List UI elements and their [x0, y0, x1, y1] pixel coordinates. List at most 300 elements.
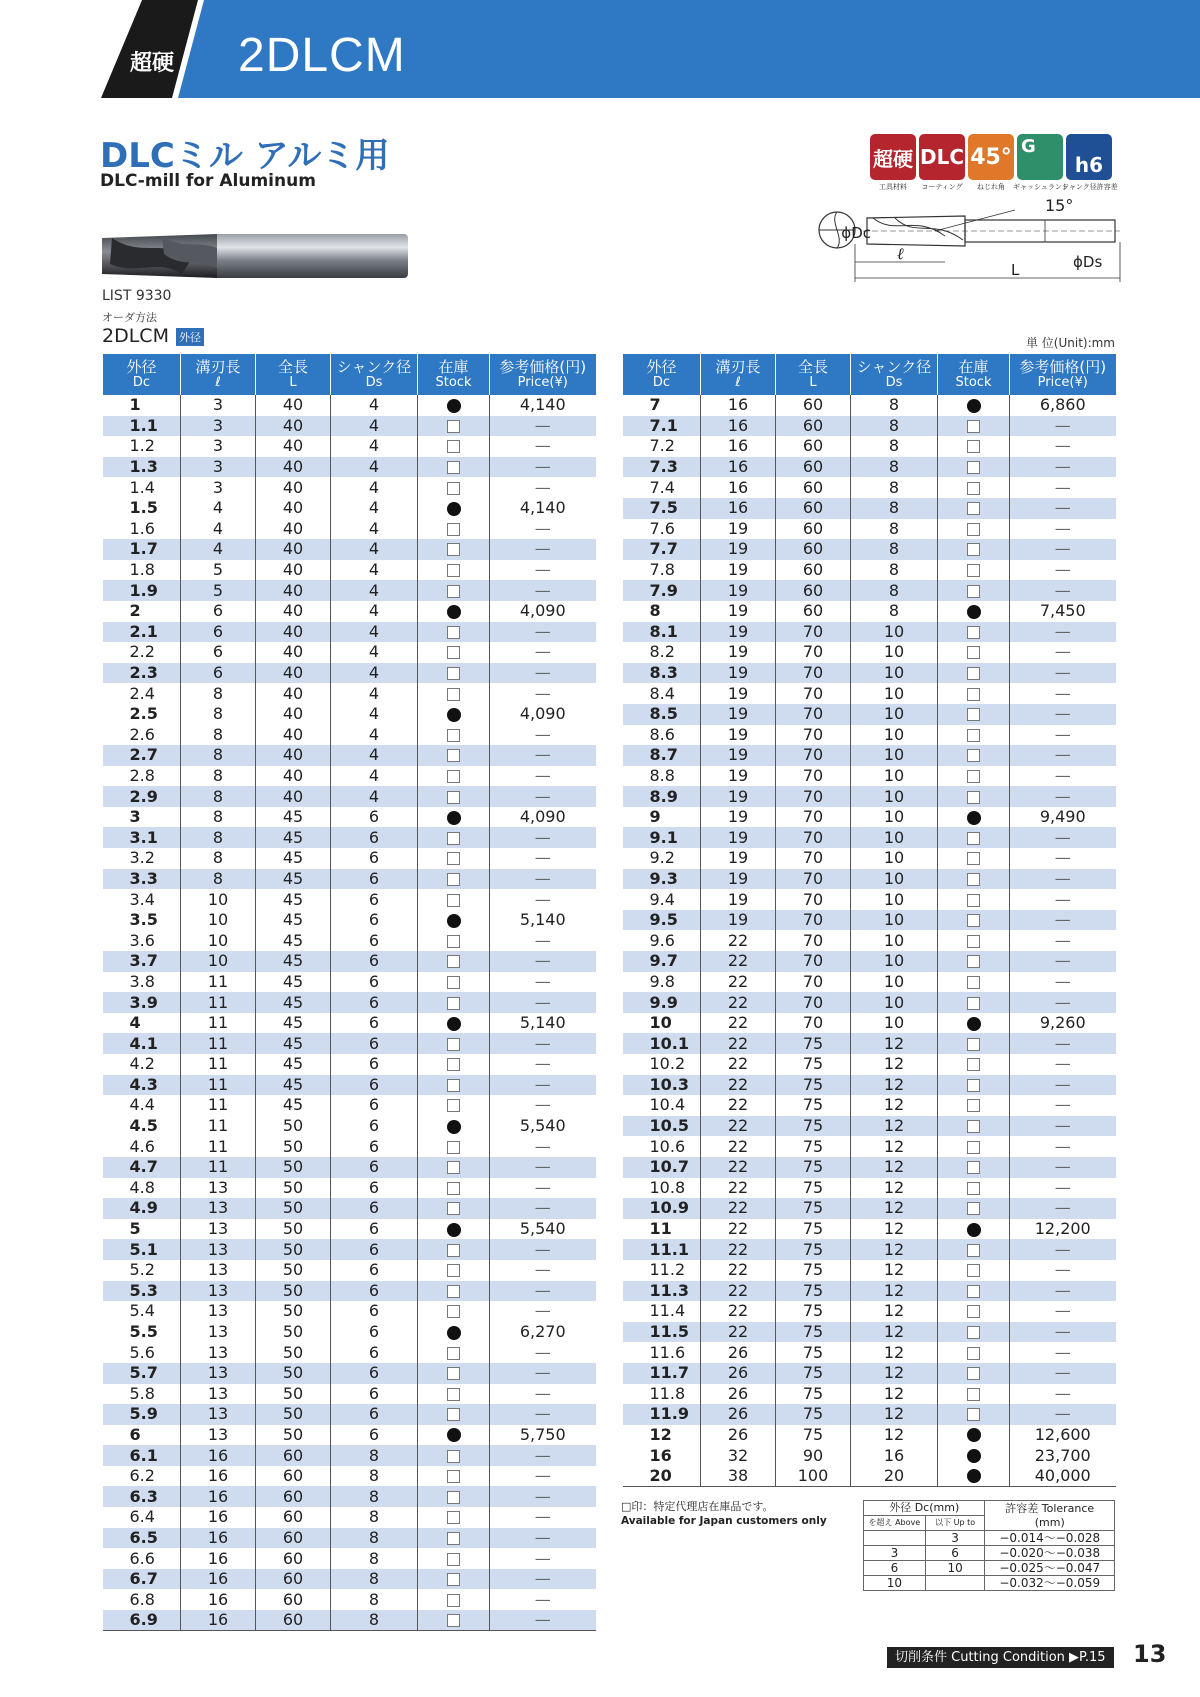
- shank-cell: 12: [851, 1425, 938, 1446]
- table-row: [103, 539, 596, 560]
- overall-length-cell: 75: [776, 1054, 851, 1075]
- stock-cell: [418, 869, 490, 890]
- overall-length-cell: 75: [776, 1342, 851, 1363]
- cutting-condition-link[interactable]: 切削条件 Cutting Condition ▶P.15: [887, 1647, 1114, 1668]
- shank-cell: 6: [331, 951, 418, 972]
- flute-length-cell: 3: [181, 457, 256, 478]
- in-stock-icon: [447, 1326, 461, 1340]
- flute-length-cell: 22: [701, 1281, 776, 1302]
- agent-stock-icon: [447, 1532, 460, 1545]
- badge-caption: コーティング: [921, 183, 963, 191]
- column-header-en: Price(¥): [1037, 374, 1088, 390]
- price-cell: —: [490, 1507, 596, 1528]
- price-cell: —: [490, 1486, 596, 1507]
- table-row: [103, 601, 596, 622]
- table-row: [623, 972, 1116, 993]
- overall-length-cell: 50: [256, 1219, 331, 1240]
- stock-cell: [418, 1178, 490, 1199]
- stock-cell: [418, 704, 490, 725]
- overall-length-cell: 70: [776, 786, 851, 807]
- table-row: [623, 786, 1116, 807]
- price-cell: —: [490, 539, 596, 560]
- column-header-en: Dc: [132, 374, 151, 390]
- overall-length-cell: 60: [256, 1528, 331, 1549]
- shank-cell: 10: [851, 869, 938, 890]
- overall-length-cell: 75: [776, 1157, 851, 1178]
- order-code: 2DLCM: [102, 325, 169, 347]
- dc-cell: 3.2: [129, 848, 155, 868]
- overall-length-cell: 75: [776, 1281, 851, 1302]
- table-row: [103, 395, 596, 416]
- stock-cell: [938, 1363, 1010, 1384]
- agent-stock-icon: [967, 1285, 980, 1298]
- table-row: [103, 807, 596, 828]
- overall-length-cell: 40: [256, 745, 331, 766]
- agent-stock-icon: [447, 688, 460, 701]
- table-row: [103, 1445, 596, 1466]
- stock-cell: [418, 622, 490, 643]
- column-header-jp: 在庫: [438, 357, 469, 376]
- overall-length-cell: 75: [776, 1404, 851, 1425]
- dc-cell: 5.2: [129, 1260, 155, 1280]
- flute-length-cell: 11: [181, 1095, 256, 1116]
- overall-length-cell: 60: [776, 498, 851, 519]
- column-header-en: L: [289, 374, 297, 390]
- table-row: [103, 1281, 596, 1302]
- stock-cell: [418, 1610, 490, 1631]
- shank-cell: 4: [331, 725, 418, 746]
- stock-cell: [938, 436, 1010, 457]
- shank-cell: 4: [331, 498, 418, 519]
- agent-stock-icon: [447, 1161, 460, 1174]
- flute-length-cell: 10: [181, 889, 256, 910]
- dc-cell: 11.7: [623, 1363, 701, 1384]
- flute-length-cell: 16: [701, 498, 776, 519]
- column-header-jp: 参考価格(円): [499, 357, 587, 376]
- shank-cell: 6: [331, 1384, 418, 1405]
- flute-length-cell: 22: [701, 1075, 776, 1096]
- price-cell: —: [1010, 539, 1116, 560]
- stock-cell: [938, 1219, 1010, 1240]
- shank-cell: 10: [851, 848, 938, 869]
- flute-length-cell: 6: [181, 601, 256, 622]
- table-row: [623, 869, 1116, 890]
- table-row: [623, 1466, 1116, 1487]
- shank-cell: 6: [331, 1239, 418, 1260]
- dc-cell: 4.6: [129, 1136, 155, 1156]
- stock-cell: [938, 416, 1010, 437]
- overall-length-cell: 45: [256, 1033, 331, 1054]
- price-cell: —: [1010, 1033, 1116, 1054]
- agent-stock-icon: [967, 791, 980, 804]
- agent-stock-icon: [967, 770, 980, 783]
- price-cell: 4,090: [490, 704, 596, 725]
- overall-length-cell: 40: [256, 395, 331, 416]
- table-row: [623, 1239, 1116, 1260]
- table-row: [623, 416, 1116, 437]
- in-stock-icon: [447, 1017, 461, 1031]
- page-title: DLCミル アルミ用: [100, 136, 390, 176]
- price-cell: —: [490, 766, 596, 787]
- flute-length-cell: 22: [701, 1095, 776, 1116]
- price-cell: —: [490, 930, 596, 951]
- agent-stock-icon: [447, 1285, 460, 1298]
- agent-stock-icon: [447, 1099, 460, 1112]
- flute-length-cell: 26: [701, 1342, 776, 1363]
- stock-cell: [938, 1239, 1010, 1260]
- shank-cell: 12: [851, 1404, 938, 1425]
- overall-length-cell: 50: [256, 1301, 331, 1322]
- flute-length-cell: 10: [181, 951, 256, 972]
- page-subtitle: DLC-mill for Aluminum: [100, 171, 316, 191]
- shank-cell: 4: [331, 539, 418, 560]
- table-row: [623, 436, 1116, 457]
- price-cell: —: [1010, 1116, 1116, 1137]
- table-row: [623, 1404, 1116, 1425]
- price-cell: —: [1010, 1198, 1116, 1219]
- agent-stock-icon: [447, 1594, 460, 1607]
- overall-length-cell: 45: [256, 951, 331, 972]
- flute-length-cell: 16: [181, 1569, 256, 1590]
- badge-caption: ギャッシュランド: [1013, 183, 1069, 191]
- stock-cell: [418, 395, 490, 416]
- table-row: [103, 477, 596, 498]
- overall-length-cell: 60: [256, 1466, 331, 1487]
- shank-cell: 6: [331, 1075, 418, 1096]
- column-header-jp: シャンク径: [856, 357, 932, 376]
- shank-cell: 6: [331, 1260, 418, 1281]
- price-cell: —: [490, 889, 596, 910]
- table-row: [623, 622, 1116, 643]
- flute-length-cell: 19: [701, 519, 776, 540]
- in-stock-icon: [967, 1017, 981, 1031]
- flute-length-cell: 19: [701, 766, 776, 787]
- table-row: [103, 457, 596, 478]
- agent-stock-icon: [967, 1079, 980, 1092]
- overall-length-cell: 70: [776, 869, 851, 890]
- overall-length-cell: 40: [256, 704, 331, 725]
- stock-cell: [418, 1528, 490, 1549]
- agent-stock-icon: [447, 1079, 460, 1092]
- stock-cell: [418, 1075, 490, 1096]
- flute-length-cell: 19: [701, 786, 776, 807]
- price-cell: —: [490, 519, 596, 540]
- dc-label: ϕDc: [841, 224, 871, 242]
- spec-table-left: [102, 354, 596, 1631]
- flute-length-cell: 16: [701, 395, 776, 416]
- price-cell: —: [1010, 1342, 1116, 1363]
- flute-length-cell: 8: [181, 807, 256, 828]
- overall-length-cell: 70: [776, 807, 851, 828]
- table-row: [623, 477, 1116, 498]
- agent-stock-icon: [967, 1182, 980, 1195]
- price-cell: —: [1010, 745, 1116, 766]
- stock-cell: [938, 1033, 1010, 1054]
- dc-cell: 2.8: [129, 765, 155, 785]
- table-row: [623, 1322, 1116, 1343]
- flute-length-cell: 19: [701, 539, 776, 560]
- price-cell: 4,140: [490, 395, 596, 416]
- shank-cell: 6: [331, 1157, 418, 1178]
- stock-cell: [938, 972, 1010, 993]
- dc-cell: 10.4: [649, 1095, 686, 1115]
- overall-length-cell: 40: [256, 725, 331, 746]
- dc-cell: 6.4: [129, 1507, 155, 1527]
- dc-cell: 10.1: [623, 1033, 701, 1054]
- shank-cell: 10: [851, 683, 938, 704]
- flute-length-cell: 22: [701, 1178, 776, 1199]
- dc-cell: 4.7: [103, 1157, 181, 1178]
- flute-length-cell: 13: [181, 1404, 256, 1425]
- overall-length-cell: 75: [776, 1239, 851, 1260]
- table-row: [623, 1425, 1116, 1446]
- table-row: [623, 1260, 1116, 1281]
- table-row: [623, 683, 1116, 704]
- table-row: [623, 1033, 1116, 1054]
- dc-cell: 2.9: [103, 786, 181, 807]
- shank-cell: 12: [851, 1075, 938, 1096]
- price-cell: —: [490, 1178, 596, 1199]
- column-header: [623, 354, 701, 395]
- flute-length-cell: 19: [701, 663, 776, 684]
- table-row: [103, 972, 596, 993]
- in-stock-icon: [447, 708, 461, 722]
- overall-length-cell: 75: [776, 1384, 851, 1405]
- flute-length-cell: 22: [701, 951, 776, 972]
- price-cell: 7,450: [1010, 601, 1116, 622]
- dc-cell: 6.1: [103, 1445, 181, 1466]
- dc-cell: 10.6: [649, 1136, 686, 1156]
- flute-length-cell: 16: [701, 436, 776, 457]
- dc-cell: 6.3: [103, 1486, 181, 1507]
- stock-cell: [418, 1301, 490, 1322]
- agent-stock-icon: [967, 1264, 980, 1277]
- dc-cell: 1.7: [103, 539, 181, 560]
- shank-cell: 10: [851, 704, 938, 725]
- overall-length-cell: 45: [256, 848, 331, 869]
- stock-cell: [418, 519, 490, 540]
- table-row: [103, 1528, 596, 1549]
- dc-cell: 9.4: [649, 889, 675, 909]
- dc-cell: 5.3: [103, 1281, 181, 1302]
- column-header: [938, 354, 1010, 395]
- dc-cell: 11.5: [623, 1322, 701, 1343]
- flute-length-cell: 19: [701, 683, 776, 704]
- overall-length-cell: 45: [256, 1095, 331, 1116]
- overall-length-cell: 50: [256, 1425, 331, 1446]
- dc-cell: 11.6: [649, 1342, 686, 1362]
- in-stock-icon: [967, 1428, 981, 1442]
- price-cell: —: [490, 1281, 596, 1302]
- agent-stock-icon: [447, 1367, 460, 1380]
- overall-length-cell: 60: [776, 436, 851, 457]
- dc-cell: 5.8: [129, 1383, 155, 1403]
- stock-cell: [418, 560, 490, 581]
- price-cell: —: [1010, 477, 1116, 498]
- price-cell: 5,140: [490, 910, 596, 931]
- dc-cell: 5.7: [103, 1363, 181, 1384]
- overall-length-cell: 60: [776, 519, 851, 540]
- overall-length-cell: 75: [776, 1095, 851, 1116]
- flute-length-cell: 19: [701, 807, 776, 828]
- agent-stock-icon: [447, 1182, 460, 1195]
- dc-cell: 10.7: [623, 1157, 701, 1178]
- shank-cell: 10: [851, 827, 938, 848]
- in-stock-icon: [447, 1428, 461, 1442]
- table-row: [103, 848, 596, 869]
- overall-length-cell: 40: [256, 498, 331, 519]
- stock-cell: [938, 539, 1010, 560]
- agent-stock-icon: [967, 749, 980, 762]
- shank-cell: 12: [851, 1033, 938, 1054]
- table-row: [103, 1095, 596, 1116]
- table-row: [103, 663, 596, 684]
- flute-length-cell: 5: [181, 580, 256, 601]
- column-header-en: Stock: [955, 374, 992, 390]
- agent-stock-icon: [447, 1264, 460, 1277]
- flute-length-cell: 4: [181, 498, 256, 519]
- price-cell: —: [1010, 889, 1116, 910]
- table-header-row: [623, 354, 1116, 395]
- flute-length-cell: 11: [181, 1136, 256, 1157]
- overall-length-cell: 45: [256, 869, 331, 890]
- column-header-en: L: [809, 374, 817, 390]
- table-row: [623, 725, 1116, 746]
- stock-cell: [418, 1589, 490, 1610]
- shank-cell: 4: [331, 416, 418, 437]
- agent-stock-icon: [967, 1141, 980, 1154]
- stock-cell: [418, 1425, 490, 1446]
- overall-length-cell: 45: [256, 910, 331, 931]
- dc-cell: 9.7: [623, 951, 701, 972]
- price-cell: —: [1010, 1260, 1116, 1281]
- table-row: [103, 1322, 596, 1343]
- stock-cell: [938, 1301, 1010, 1322]
- dc-cell: 8.4: [649, 683, 675, 703]
- agent-stock-icon: [447, 646, 460, 659]
- flute-length-cell: 8: [181, 848, 256, 869]
- column-header-jp: 在庫: [958, 357, 989, 376]
- column-header: [181, 354, 256, 395]
- dc-cell: 11.2: [649, 1260, 686, 1280]
- stock-cell: [938, 580, 1010, 601]
- dc-cell: 11.1: [623, 1239, 701, 1260]
- shank-cell: 6: [331, 1116, 418, 1137]
- dc-cell: 10.3: [623, 1075, 701, 1096]
- stock-cell: [418, 416, 490, 437]
- stock-cell: [418, 910, 490, 931]
- price-cell: —: [1010, 416, 1116, 437]
- tol-above-cell: 6: [864, 1561, 926, 1576]
- stock-cell: [938, 889, 1010, 910]
- agent-stock-icon: [967, 461, 980, 474]
- table-row: [103, 519, 596, 540]
- flute-length-cell: 16: [181, 1466, 256, 1487]
- stock-cell: [418, 786, 490, 807]
- agent-stock-icon: [967, 955, 980, 968]
- price-cell: —: [1010, 1239, 1116, 1260]
- stock-note: [621, 1499, 827, 1529]
- shank-cell: 12: [851, 1095, 938, 1116]
- shank-cell: 8: [851, 395, 938, 416]
- price-cell: —: [1010, 1178, 1116, 1199]
- table-row: [623, 1116, 1116, 1137]
- stock-cell: [418, 951, 490, 972]
- price-cell: —: [490, 683, 596, 704]
- shank-cell: 16: [851, 1445, 938, 1466]
- dc-cell: 5.6: [129, 1342, 155, 1362]
- flute-length-cell: 19: [701, 560, 776, 581]
- flute-length-cell: 16: [181, 1445, 256, 1466]
- agent-stock-icon: [447, 955, 460, 968]
- overall-length-cell: 40: [256, 601, 331, 622]
- price-cell: —: [490, 642, 596, 663]
- price-cell: —: [1010, 786, 1116, 807]
- overall-length-cell: 40: [256, 642, 331, 663]
- agent-stock-icon: [447, 1058, 460, 1071]
- table-row: [623, 848, 1116, 869]
- overall-length-cell: 40: [256, 477, 331, 498]
- shank-cell: 4: [331, 704, 418, 725]
- shank-cell: 4: [331, 395, 418, 416]
- shank-cell: 10: [851, 745, 938, 766]
- price-cell: —: [490, 725, 596, 746]
- column-header-en: Ds: [365, 374, 383, 390]
- stock-cell: [938, 1095, 1010, 1116]
- table-row: [103, 1610, 596, 1631]
- overall-length-cell: 75: [776, 1033, 851, 1054]
- shank-cell: 10: [851, 766, 938, 787]
- agent-stock-icon: [967, 585, 980, 598]
- dc-cell: 4.5: [129, 1116, 158, 1136]
- stock-cell: [418, 930, 490, 951]
- table-row: [103, 910, 596, 931]
- shank-cell: 6: [331, 1013, 418, 1034]
- flute-length-cell: 19: [701, 745, 776, 766]
- dc-cell: 8: [649, 601, 661, 621]
- overall-length-cell: 45: [256, 992, 331, 1013]
- overall-length-cell: 75: [776, 1301, 851, 1322]
- dc-cell: 11: [649, 1219, 672, 1239]
- list-number: LIST 9330: [102, 288, 172, 304]
- tol-upto-cell: 10: [925, 1561, 985, 1576]
- price-cell: —: [490, 1342, 596, 1363]
- shank-cell: 6: [331, 807, 418, 828]
- stock-cell: [418, 848, 490, 869]
- length-label: L: [1011, 261, 1020, 279]
- shank-cell: 6: [331, 1198, 418, 1219]
- flute-length-cell: 22: [701, 1033, 776, 1054]
- dc-cell: 3.7: [103, 951, 181, 972]
- table-row: [103, 889, 596, 910]
- price-cell: —: [490, 972, 596, 993]
- price-cell: —: [490, 1239, 596, 1260]
- price-cell: —: [490, 1301, 596, 1322]
- overall-length-cell: 70: [776, 910, 851, 931]
- table-row: [103, 1136, 596, 1157]
- stock-cell: [938, 930, 1010, 951]
- table-row: [103, 1219, 596, 1240]
- flute-length-cell: 22: [701, 1239, 776, 1260]
- shank-cell: 6: [331, 1219, 418, 1240]
- stock-cell: [938, 1136, 1010, 1157]
- overall-length-cell: 70: [776, 663, 851, 684]
- dc-cell: 7.3: [623, 457, 701, 478]
- stock-cell: [418, 1404, 490, 1425]
- overall-length-cell: 50: [256, 1136, 331, 1157]
- stock-cell: [938, 1054, 1010, 1075]
- flute-length-cell: 22: [701, 1198, 776, 1219]
